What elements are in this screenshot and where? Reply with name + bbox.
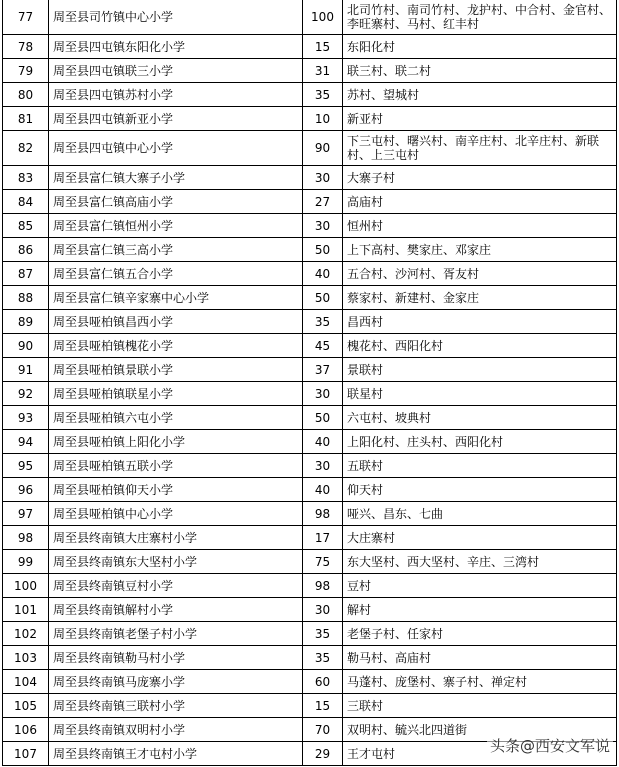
village-list: 东阳化村 (343, 35, 617, 59)
school-name: 周至县终南镇解村小学 (49, 598, 303, 622)
row-number: 85 (3, 214, 49, 238)
row-number: 104 (3, 670, 49, 694)
student-count: 40 (303, 478, 343, 502)
table-row (3, 646, 617, 670)
village-list: 蔡家村、新建村、金家庄 (343, 286, 617, 310)
row-number: 95 (3, 454, 49, 478)
school-village-table (2, 0, 617, 766)
row-number: 78 (3, 35, 49, 59)
student-count: 60 (303, 670, 343, 694)
table-row (3, 694, 617, 718)
village-list: 北司竹村、南司竹村、龙护村、中合村、金官村、李旺寨村、马村、红丰村 (343, 0, 617, 35)
village-list: 大寨子村 (343, 166, 617, 190)
row-number: 77 (3, 0, 49, 35)
table-row (3, 430, 617, 454)
table-row (3, 166, 617, 190)
student-count: 30 (303, 598, 343, 622)
row-number: 93 (3, 406, 49, 430)
student-count: 50 (303, 406, 343, 430)
student-count: 75 (303, 550, 343, 574)
table-row (3, 59, 617, 83)
school-name: 周至县终南镇马庞寨小学 (49, 670, 303, 694)
row-number: 88 (3, 286, 49, 310)
table-row (3, 598, 617, 622)
school-name: 周至县哑柏镇景联小学 (49, 358, 303, 382)
school-name: 周至县终南镇王才屯村小学 (49, 742, 303, 766)
village-list: 高庙村 (343, 190, 617, 214)
row-number: 89 (3, 310, 49, 334)
row-number: 90 (3, 334, 49, 358)
village-list: 联三村、联二村 (343, 59, 617, 83)
row-number: 97 (3, 502, 49, 526)
village-list: 双明村、毓兴北四道街 (343, 718, 617, 742)
table-row (3, 382, 617, 406)
row-number: 107 (3, 742, 49, 766)
school-name: 周至县终南镇老堡子村小学 (49, 622, 303, 646)
village-list: 东大坚村、西大坚村、辛庄、三湾村 (343, 550, 617, 574)
village-list: 恒州村 (343, 214, 617, 238)
table-row (3, 550, 617, 574)
table-row (3, 670, 617, 694)
school-name: 周至县司竹镇中心小学 (49, 0, 303, 35)
table-row (3, 35, 617, 59)
student-count: 40 (303, 430, 343, 454)
table-row (3, 334, 617, 358)
row-number: 80 (3, 83, 49, 107)
student-count: 100 (303, 0, 343, 35)
village-list: 三联村 (343, 694, 617, 718)
school-name: 周至县终南镇勒马村小学 (49, 646, 303, 670)
school-name: 周至县哑柏镇中心小学 (49, 502, 303, 526)
student-count: 37 (303, 358, 343, 382)
school-name: 周至县终南镇豆村小学 (49, 574, 303, 598)
school-name: 周至县终南镇东大坚村小学 (49, 550, 303, 574)
row-number: 79 (3, 59, 49, 83)
village-list: 哑兴、昌东、七曲 (343, 502, 617, 526)
student-count: 35 (303, 310, 343, 334)
school-name: 周至县四屯镇新亚小学 (49, 107, 303, 131)
row-number: 94 (3, 430, 49, 454)
student-count: 30 (303, 166, 343, 190)
village-list: 豆村 (343, 574, 617, 598)
table-row (3, 107, 617, 131)
table-row (3, 574, 617, 598)
row-number: 91 (3, 358, 49, 382)
school-name: 周至县四屯镇联三小学 (49, 59, 303, 83)
village-list: 新亚村 (343, 107, 617, 131)
table-row (3, 358, 617, 382)
row-number: 106 (3, 718, 49, 742)
row-number: 83 (3, 166, 49, 190)
student-count: 35 (303, 646, 343, 670)
table-row (3, 526, 617, 550)
village-list: 槐花村、西阳化村 (343, 334, 617, 358)
table-row (3, 83, 617, 107)
village-list: 六屯村、坡典村 (343, 406, 617, 430)
student-count: 40 (303, 262, 343, 286)
table-row (3, 406, 617, 430)
village-list: 大庄寨村 (343, 526, 617, 550)
row-number: 99 (3, 550, 49, 574)
table-row (3, 286, 617, 310)
row-number: 82 (3, 131, 49, 166)
row-number: 98 (3, 526, 49, 550)
village-list: 仰天村 (343, 478, 617, 502)
student-count: 35 (303, 622, 343, 646)
student-count: 29 (303, 742, 343, 766)
village-list: 苏村、望城村 (343, 83, 617, 107)
student-count: 45 (303, 334, 343, 358)
school-name: 周至县富仁镇三高小学 (49, 238, 303, 262)
school-name: 周至县四屯镇东阳化小学 (49, 35, 303, 59)
table-body (3, 0, 617, 766)
student-count: 98 (303, 502, 343, 526)
table-row (3, 262, 617, 286)
village-list: 景联村 (343, 358, 617, 382)
school-name: 周至县哑柏镇槐花小学 (49, 334, 303, 358)
student-count: 50 (303, 286, 343, 310)
watermark-label: 头条@西安文军说 (487, 734, 613, 757)
row-number: 96 (3, 478, 49, 502)
row-number: 101 (3, 598, 49, 622)
table-row (3, 502, 617, 526)
student-count: 50 (303, 238, 343, 262)
village-list: 昌西村 (343, 310, 617, 334)
village-list: 王才屯村 (343, 742, 617, 766)
school-name: 周至县哑柏镇五联小学 (49, 454, 303, 478)
village-list: 五合村、沙河村、胥友村 (343, 262, 617, 286)
student-count: 70 (303, 718, 343, 742)
row-number: 103 (3, 646, 49, 670)
village-list: 解村 (343, 598, 617, 622)
table-row (3, 622, 617, 646)
student-count: 31 (303, 59, 343, 83)
village-list: 联星村 (343, 382, 617, 406)
school-name: 周至县哑柏镇昌西小学 (49, 310, 303, 334)
student-count: 35 (303, 83, 343, 107)
table-row (3, 190, 617, 214)
village-list: 上阳化村、庄头村、西阳化村 (343, 430, 617, 454)
table-row (3, 310, 617, 334)
student-count: 10 (303, 107, 343, 131)
table-row (3, 454, 617, 478)
village-list: 勒马村、高庙村 (343, 646, 617, 670)
row-number: 102 (3, 622, 49, 646)
student-count: 15 (303, 35, 343, 59)
table-row (3, 0, 617, 35)
student-count: 27 (303, 190, 343, 214)
school-name: 周至县哑柏镇仰天小学 (49, 478, 303, 502)
row-number: 92 (3, 382, 49, 406)
table-row (3, 478, 617, 502)
school-name: 周至县四屯镇中心小学 (49, 131, 303, 166)
school-name: 周至县富仁镇恒州小学 (49, 214, 303, 238)
school-name: 周至县富仁镇大寨子小学 (49, 166, 303, 190)
row-number: 84 (3, 190, 49, 214)
school-name: 周至县终南镇双明村小学 (49, 718, 303, 742)
village-list: 上下高村、樊家庄、邓家庄 (343, 238, 617, 262)
student-count: 30 (303, 454, 343, 478)
school-name: 周至县富仁镇辛家寨中心小学 (49, 286, 303, 310)
school-name: 周至县哑柏镇上阳化小学 (49, 430, 303, 454)
village-list: 老堡子村、任家村 (343, 622, 617, 646)
student-count: 17 (303, 526, 343, 550)
school-name: 周至县终南镇大庄寨村小学 (49, 526, 303, 550)
school-name: 周至县富仁镇五合小学 (49, 262, 303, 286)
table-row (3, 214, 617, 238)
student-count: 30 (303, 382, 343, 406)
student-count: 15 (303, 694, 343, 718)
row-number: 100 (3, 574, 49, 598)
village-list: 下三屯村、曙兴村、南辛庄村、北辛庄村、新联村、上三屯村 (343, 131, 617, 166)
table-row (3, 131, 617, 166)
school-name: 周至县哑柏镇联星小学 (49, 382, 303, 406)
village-list: 五联村 (343, 454, 617, 478)
table-row (3, 238, 617, 262)
school-name: 周至县终南镇三联村小学 (49, 694, 303, 718)
student-count: 98 (303, 574, 343, 598)
school-name: 周至县四屯镇苏村小学 (49, 83, 303, 107)
school-name: 周至县哑柏镇六屯小学 (49, 406, 303, 430)
village-list: 马蓬村、庞堡村、寨子村、禅定村 (343, 670, 617, 694)
row-number: 105 (3, 694, 49, 718)
student-count: 30 (303, 214, 343, 238)
school-name: 周至县富仁镇高庙小学 (49, 190, 303, 214)
row-number: 87 (3, 262, 49, 286)
row-number: 81 (3, 107, 49, 131)
row-number: 86 (3, 238, 49, 262)
student-count: 90 (303, 131, 343, 166)
